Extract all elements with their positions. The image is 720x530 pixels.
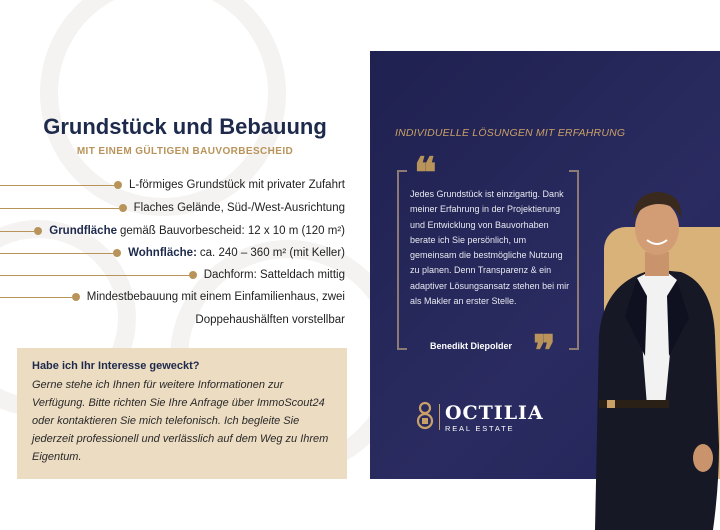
bullet-dot-icon xyxy=(114,181,122,189)
feature-text: Dachform: Satteldach mittig xyxy=(203,269,345,281)
feature-item-continued xyxy=(195,314,345,326)
logo-name: OCTILIA xyxy=(445,402,544,424)
contact-box xyxy=(17,348,347,479)
section-subtitle: MIT EINEM GÜLTIGEN BAUVORBESCHEID xyxy=(76,146,294,157)
feature-label: Wohnfläche: xyxy=(128,247,197,259)
bullet-dot-icon xyxy=(119,204,127,212)
bracket-right xyxy=(569,170,579,350)
logo-separator xyxy=(439,404,440,430)
section-title: Grundstück und Bebauung xyxy=(43,114,327,139)
bullet-dot-icon xyxy=(189,271,197,279)
feature-text: Doppehaushälften vorstellbar xyxy=(195,314,345,326)
bracket-left xyxy=(397,170,407,350)
feature-item xyxy=(189,269,345,281)
octilia-logo-icon xyxy=(416,401,434,431)
feature-text: ca. 240 – 360 m² (mit Keller) xyxy=(199,247,345,259)
feature-item xyxy=(113,247,345,259)
feature-text: gemäß Bauvorbescheid: 12 x 10 m (120 m²) xyxy=(120,225,345,237)
bullet-dot-icon xyxy=(113,249,121,257)
contact-text: Gerne stehe ich Ihnen für weitere Informationen zur Verfügung. Bitte richten Sie Ihre Anfrage über ImmoScout24 oder kontaktieren Sie mich telefonisch. Ich begleite Sie jederzeit professionell und verlässlich auf dem Weg zu Ihrem Eigentum. xyxy=(32,379,329,463)
feature-text: L-förmiges Grundstück mit privater Zufahrt xyxy=(128,179,345,191)
quote-author: Benedikt Diepolder xyxy=(430,341,513,351)
quote-text: Jedes Grundstück ist einzigartig. Dank meiner Erfahrung in der Projektierung und Entwicklung von Bauvorhaben berate ich Sie persönlich, um gemeinsam die bestmögliche Nutzung zu planen. Denn Transparenz & ein adaptiver Lösungsansatz stehen bei mir als Makler an erster Stelle. xyxy=(410,189,570,307)
agent-photo xyxy=(585,186,720,530)
contact-heading: Habe ich Ihr Interesse geweckt? xyxy=(32,360,200,372)
quote-open-icon: ❝ xyxy=(414,148,437,197)
bullet-dot-icon xyxy=(34,227,42,235)
logo-tagline: REAL ESTATE xyxy=(445,424,515,433)
feature-item xyxy=(119,202,345,214)
quote-close-icon: ❞ xyxy=(533,326,556,375)
feature-item xyxy=(72,291,345,303)
feature-text: Flaches Gelände, Süd-/West-Ausrichtung xyxy=(133,202,345,214)
feature-text: Mindestbebauung mit einem Einfamilienhaus, zwei xyxy=(86,291,345,303)
panel-subtitle: INDIVIDUELLE LÖSUNGEN MIT ERFAHRUNG xyxy=(395,127,626,139)
feature-label: Grundfläche xyxy=(49,225,117,237)
feature-item xyxy=(114,179,345,191)
bullet-dot-icon xyxy=(72,293,80,301)
feature-item xyxy=(34,225,345,237)
